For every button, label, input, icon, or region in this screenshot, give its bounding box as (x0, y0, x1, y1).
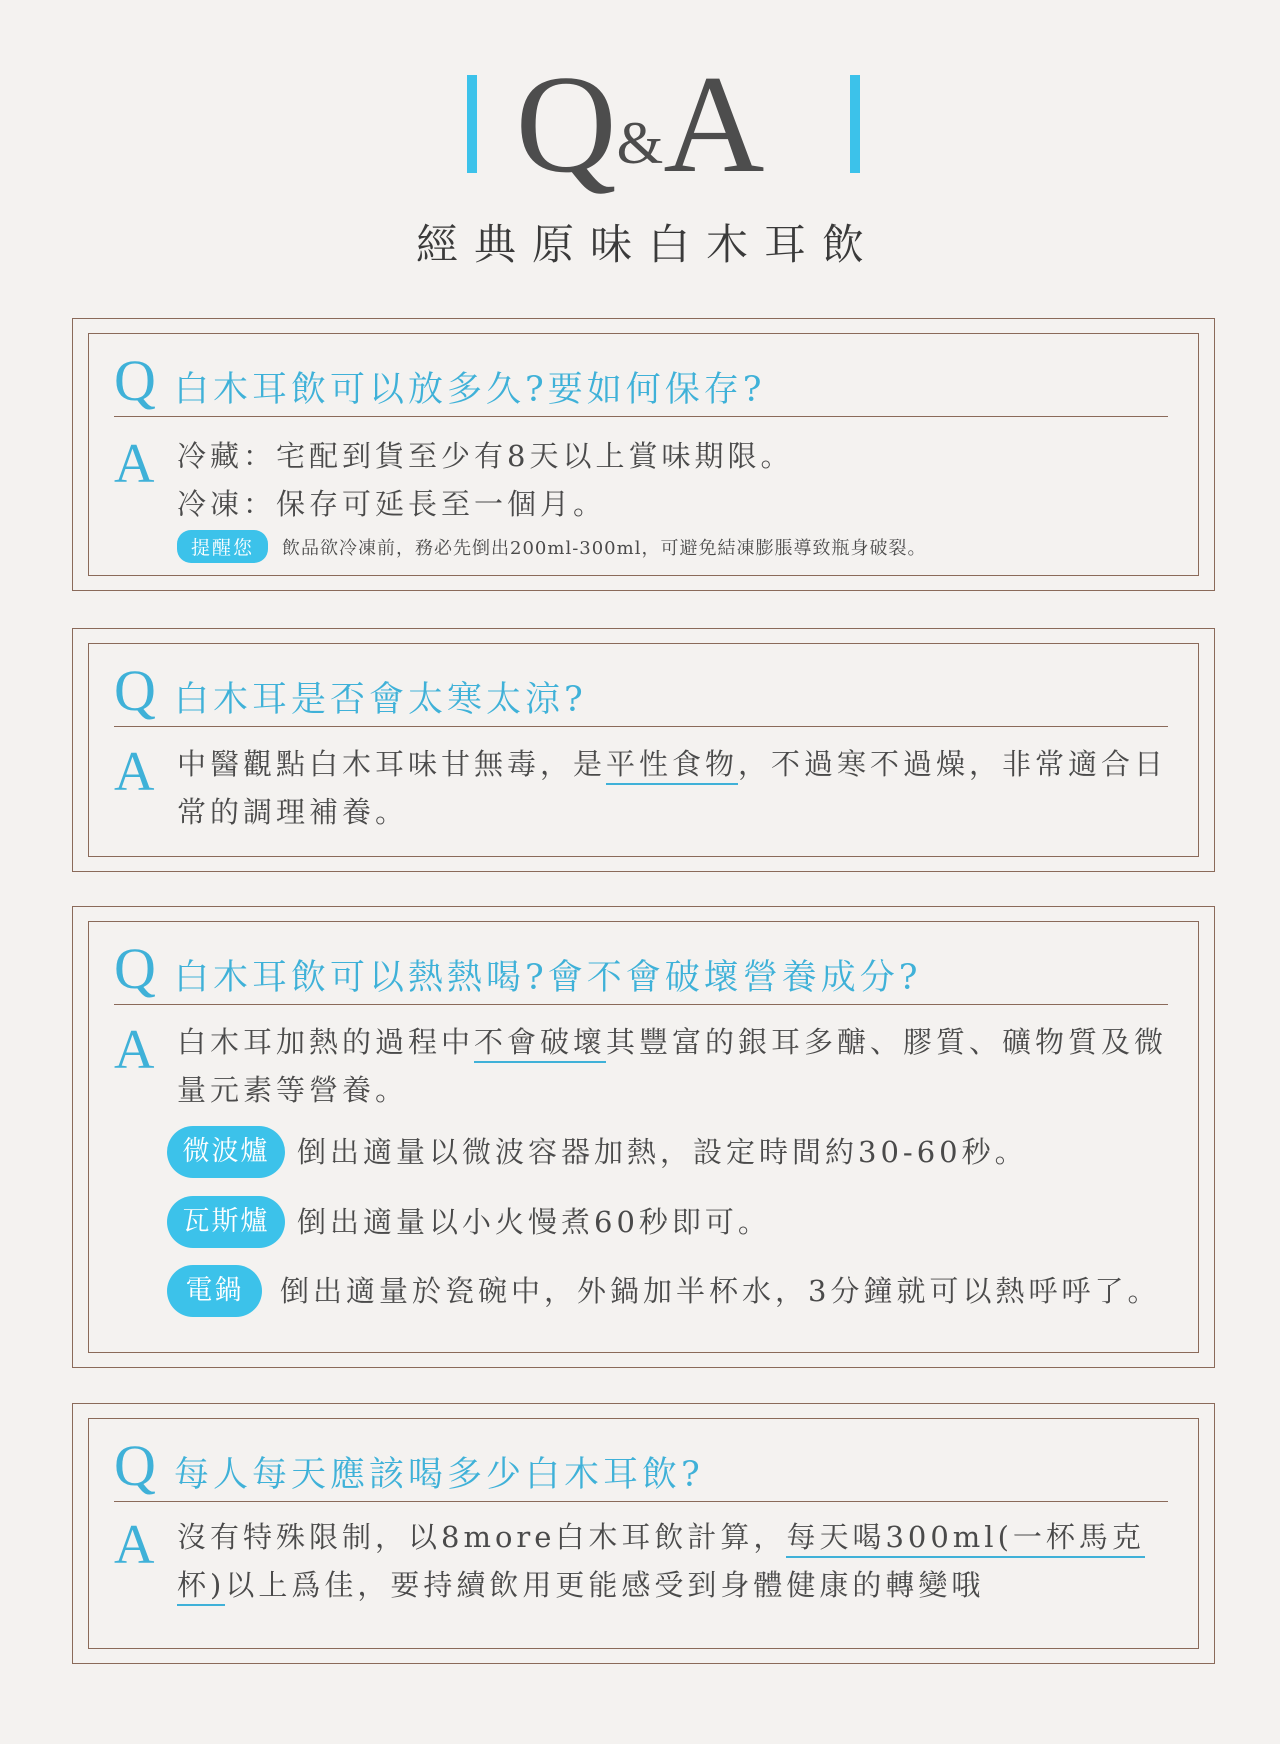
answer-freeze: 冷凍：保存可延長至一個月。 (177, 487, 607, 521)
a-marker: A (114, 741, 155, 803)
reminder-row (177, 530, 926, 563)
header-bar-right (850, 75, 860, 173)
faq-card-inner (88, 1418, 1199, 1649)
answer-text: 中醫觀點白木耳味甘無毒，是平性食物，不過寒不過燥，非常適合日常的調理補養。 (177, 747, 1168, 829)
gas-stove-badge: 瓦斯爐 (167, 1196, 285, 1248)
faq-card-inner (88, 643, 1199, 857)
a-marker: A (114, 1514, 155, 1576)
question-text: 每人每天應該喝多少白木耳飲? (174, 1455, 704, 1495)
answer-fridge: 冷藏：宅配到貨至少有8天以上賞味期限。 (177, 439, 794, 473)
q-marker: Q (114, 658, 156, 723)
faq-card-inner (88, 333, 1199, 576)
q-marker: Q (114, 936, 156, 1001)
heating-method-rice-cooker (167, 1265, 1160, 1317)
question-row (114, 346, 1168, 417)
faq-card-heating (72, 906, 1215, 1368)
question-text: 白木耳飲可以放多久?要如何保存? (174, 370, 766, 410)
question-row (114, 656, 1168, 727)
page-subtitle: 經典原味白木耳飲 (415, 220, 880, 269)
microwave-badge: 微波爐 (167, 1126, 285, 1178)
answer-highlight: 平性食物 (606, 747, 738, 785)
microwave-text: 倒出適量以微波容器加熱，設定時間約30-60秒。 (297, 1135, 1028, 1169)
a-marker: A (114, 1019, 155, 1081)
question-row (114, 1431, 1168, 1502)
a-marker: A (114, 433, 155, 495)
answer-highlight: 每天喝300ml(一杯馬克杯) (177, 1520, 1145, 1606)
question-text: 白木耳是否會太寒太涼? (174, 680, 587, 720)
answer-text: 白木耳加熱的過程中不會破壞其豐富的銀耳多醣、膠質、礦物質及微量元素等營養。 (177, 1025, 1168, 1107)
heating-method-microwave (167, 1126, 1028, 1178)
faq-card-inner (88, 921, 1199, 1353)
qa-title: Q&A (515, 47, 765, 202)
faq-card-storage (72, 318, 1215, 591)
faq-card-daily-amount (72, 1403, 1215, 1664)
question-row (114, 934, 1168, 1005)
q-marker: Q (114, 1433, 156, 1498)
question-text: 白木耳飲可以熱熱喝?會不會破壞營養成分? (174, 958, 922, 998)
answer-text: 沒有特殊限制，以8more白木耳飲計算，每天喝300ml(一杯馬克杯)以上爲佳，要持續飲用更能感受到身體健康的轉變哦 (177, 1513, 1174, 1609)
faq-card-nature (72, 628, 1215, 872)
reminder-text: 飲品欲冷凍前，務必先倒出200ml-300ml，可避免結凍膨脹導致瓶身破裂。 (282, 538, 927, 559)
q-marker: Q (114, 348, 156, 413)
gas-stove-text: 倒出適量以小火慢煮60秒即可。 (297, 1205, 771, 1239)
heating-method-gas-stove (167, 1196, 771, 1248)
rice-cooker-text: 倒出適量於瓷碗中，外鍋加半杯水，3分鐘就可以熱呼呼了。 (280, 1274, 1161, 1308)
rice-cooker-badge: 電鍋 (167, 1265, 262, 1317)
qa-header (0, 47, 1280, 205)
reminder-badge: 提醒您 (177, 530, 268, 563)
answer-highlight: 不會破壞 (474, 1025, 606, 1063)
answer-text (177, 432, 1174, 528)
